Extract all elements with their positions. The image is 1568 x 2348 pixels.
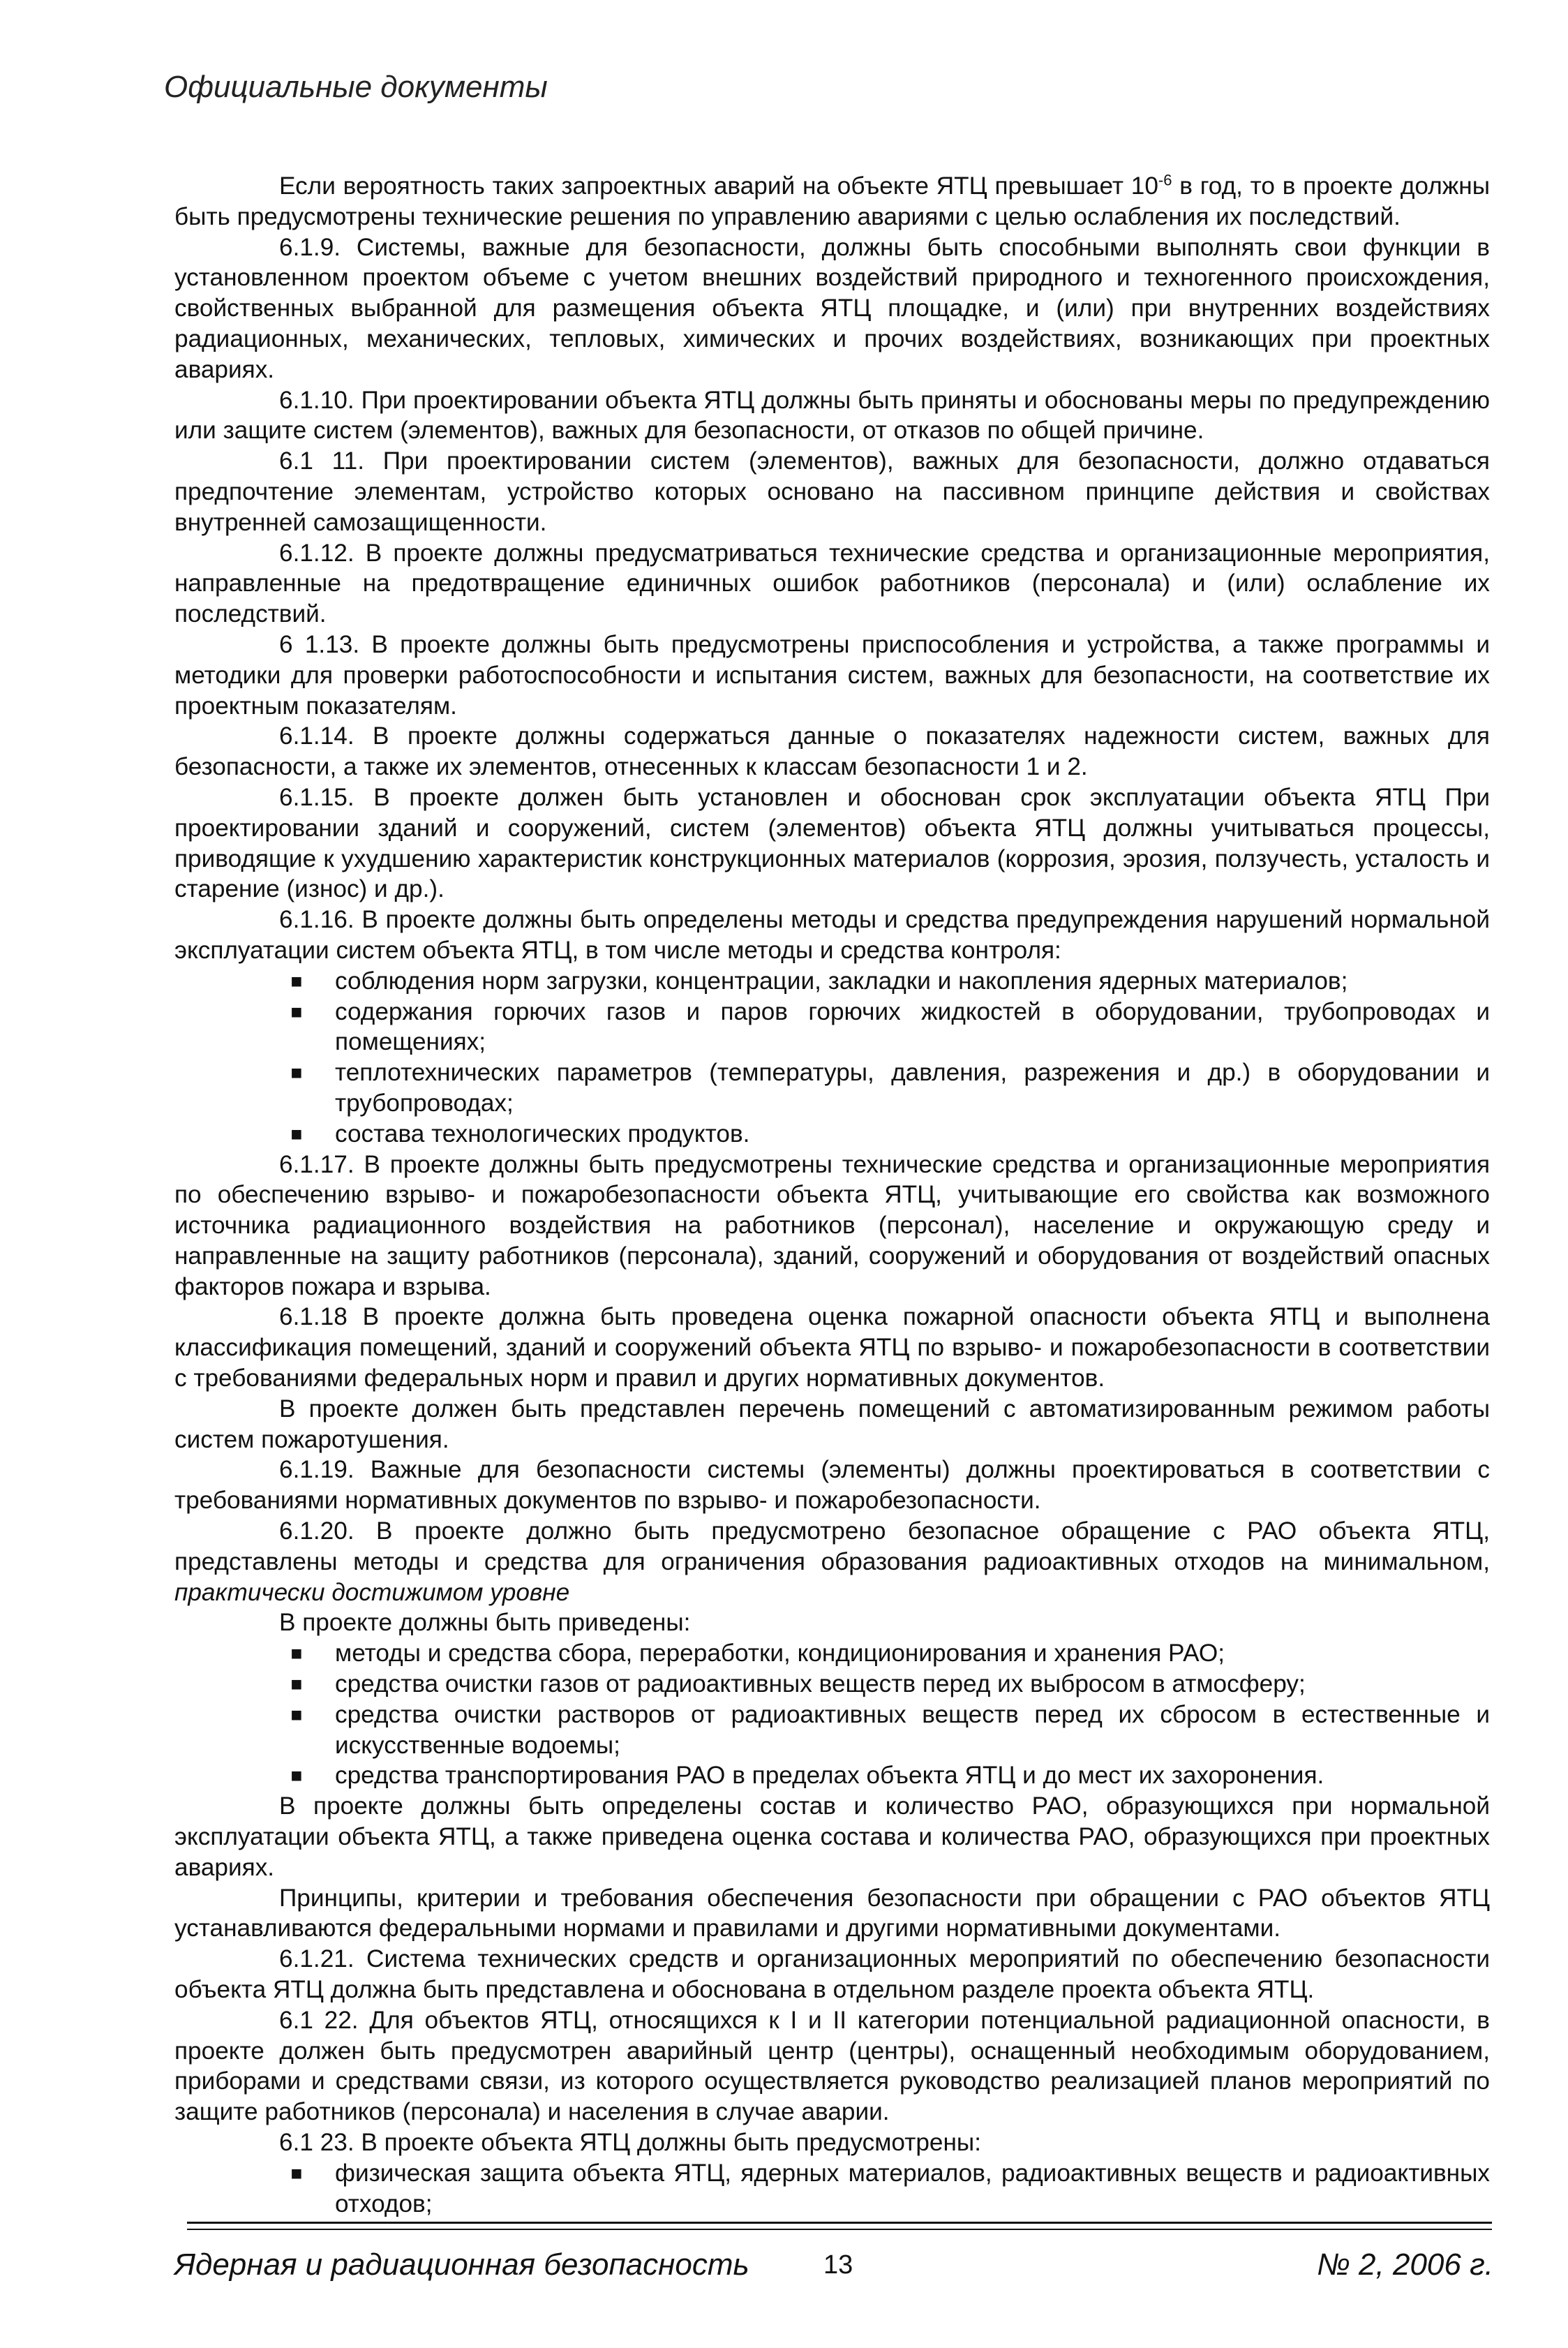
page-footer xyxy=(174,2247,1493,2289)
journal-title: Ядерная и радиационная безопасность xyxy=(174,2247,749,2282)
bullet-icon: ■ xyxy=(290,1642,303,1665)
bullet-icon: ■ xyxy=(290,2162,303,2184)
list-item-text: содержания горючих газов и паров горючих жидкостей в оборудовании, трубопроводах и помещениях; xyxy=(335,997,1490,1056)
list-item xyxy=(174,1057,1490,1119)
bullet-icon: ■ xyxy=(290,1703,303,1725)
list-item-text: средства транспортирования РАО в пределах объекта ЯТЦ и до мест их захоронения. xyxy=(335,1762,1324,1790)
paragraph-6-1-18: 6.1.18 В проекте должна быть проведена оценка пожарной опасности объекта ЯТЦ и выполнена классификация помещений, зданий и сооружений объекта ЯТЦ по взрыво- и пожаробезопасности в соответствии с требованиями федеральных норм и правил и других нормативных документов. xyxy=(174,1303,1490,1392)
list-item xyxy=(174,1669,1490,1700)
page-header-section-title: Официальные документы xyxy=(164,70,548,104)
paragraph-6-1-17: 6.1.17. В проекте должны быть предусмотрены технические средства и организационные мероприятия по обеспечению взрыво- и пожаробезопасности объекта ЯТЦ, учитывающие его свойства как возможного источника радиационного воздействия на работников (персонал), население и окружающую среду и направленные на защиту работников (персонала), зданий, сооружений и оборудования от воздействий опасных факторов пожара и взрыва. xyxy=(174,1150,1490,1300)
list-item xyxy=(174,1638,1490,1669)
rao-means-list xyxy=(174,1638,1490,1791)
list-item-text: методы и средства сбора, переработки, кондиционирования и хранения РАО; xyxy=(335,1640,1225,1667)
bullet-icon: ■ xyxy=(290,1673,303,1695)
paragraph-6-1-21: 6.1.21. Система технических средств и организационных мероприятий по обеспечению безопасности объекта ЯТЦ должна быть представлена и обоснована в отдельном разделе проекта объекта ЯТЦ. xyxy=(174,1945,1490,2004)
paragraph-rao-composition: В проекте должны быть определены состав и количество РАО, образующихся при нормальной эксплуатации объекта ЯТЦ, а также приведена оценка состава и количества РАО, образующихся при проектных авариях. xyxy=(174,1792,1490,1881)
exponent: -6 xyxy=(1158,171,1172,189)
bullet-icon: ■ xyxy=(290,1000,303,1023)
list-item-text: теплотехнических параметров (температуры, давления, разрежения и др.) в оборудовании и трубопроводах; xyxy=(335,1059,1490,1117)
issue-label: № 2, 2006 г. xyxy=(1317,2247,1493,2282)
list-item xyxy=(174,997,1490,1058)
paragraph-6-1-20 xyxy=(174,1516,1490,1607)
provisions-list xyxy=(174,2158,1490,2220)
list-item-text: средства очистки растворов от радиоактивных веществ перед их сбросом в естественные и искусственные водоемы; xyxy=(335,1700,1490,1759)
list-item-text: физическая защита объекта ЯТЦ, ядерных материалов, радиоактивных веществ и радиоактивных отходов; xyxy=(335,2159,1490,2217)
list-item xyxy=(174,966,1490,997)
paragraph-6-1-16: 6.1.16. В проекте должны быть определены методы и средства предупреждения нарушений нормальной эксплуатации систем объекта ЯТЦ, в том числе методы и средства контроля: xyxy=(174,906,1490,964)
paragraph-6-1-19: 6.1.19. Важные для безопасности системы (элементы) должны проектироваться в соответствии с требованиями нормативных документов по взрыво- и пожаробезопасности. xyxy=(174,1456,1490,1515)
list-item-text: средства очистки газов от радиоактивных веществ перед их выбросом в атмосферу; xyxy=(335,1670,1306,1698)
paragraph-6-1-23: 6.1 23. В проекте объекта ЯТЦ должны быть предусмотрены: xyxy=(279,2129,981,2156)
paragraph-text: в год, то в проекте должны быть предусмотрены технические решения по управлению авариями с целью ослабления их последствий. xyxy=(174,172,1490,230)
footer-divider xyxy=(187,2222,1492,2224)
paragraph-6-1-12: 6.1.12. В проекте должны предусматриваться технические средства и организационные мероприятия, направленные на предотвращение единичных ошибок работников (персонала) и (или) ослабление их последствий. xyxy=(174,539,1490,628)
bullet-icon: ■ xyxy=(290,1062,303,1084)
paragraph-6-1-18-continued: В проекте должен быть представлен перечень помещений с автоматизированным режимом работы систем пожаротушения. xyxy=(174,1395,1490,1453)
paragraph-rao-principles: Принципы, критерии и требования обеспечения безопасности при обращении с РАО объектов ЯТЦ устанавливаются федеральными нормами и правилами и другими нормативными документами. xyxy=(174,1884,1490,1942)
paragraph-6-1-13: 6 1.13. В проекте должны быть предусмотрены приспособления и устройства, а также программы и методики для проверки работоспособности и испытания систем, важных для безопасности, на соответствие их проектным показателям. xyxy=(174,630,1490,720)
paragraph-6-1-9: 6.1.9. Системы, важные для безопасности, должны быть способными выполнять свои функции в установленном проектом объеме с учетом внешних воздействий природного и техногенного происхождения, свойственных выбранной для размещения объекта ЯТЦ площадке, и (или) при внутренних воздействиях радиационных, механических, тепловых, химических и прочих воздействиях, возникающих при проектных авариях. xyxy=(174,233,1490,383)
bullet-icon: ■ xyxy=(290,969,303,992)
list-item xyxy=(174,2158,1490,2220)
paragraph-exceedance xyxy=(174,171,1490,232)
paragraph-6-1-15: 6.1.15. В проекте должен быть установлен и обоснован срок эксплуатации объекта ЯТЦ При проектировании зданий и сооружений, систем (элементов) объекта ЯТЦ должны учитываться процессы, приводящие к ухудшению характеристик конструкционных материалов (коррозия, эрозия, ползучесть, усталость и старение (износ) и др.). xyxy=(174,783,1490,903)
list-item-text: состава технологических продуктов. xyxy=(335,1120,750,1147)
paragraph-6-1-22: 6.1 22. Для объектов ЯТЦ, относящихся к I и II категории потенциальной радиационной опасности, в проекте должен быть предусмотрен аварийный центр (центры), оснащенный необходимым оборудованием, приборами и средствами связи, из которого осуществляется руководство реализацией планов мероприятий по защите работников (персонала) и населения в случае аварии. xyxy=(174,2006,1490,2126)
bullet-icon: ■ xyxy=(290,1122,303,1145)
paragraph-6-1-11: 6.1 11. При проектировании систем (элементов), важных для безопасности, должно отдаваться предпочтение элементам, устройство которых основано на пассивном принципе действия и свойствах внутренней самозащищенности. xyxy=(174,447,1490,536)
list-item xyxy=(174,1700,1490,1761)
paragraph-text: Если вероятность таких запроектных аварий на объекте ЯТЦ превышает 10 xyxy=(279,172,1158,200)
document-body xyxy=(174,171,1490,2219)
paragraph-6-1-14: 6.1.14. В проекте должны содержаться данные о показателях надежности систем, важных для безопасности, а также их элементов, отнесенных к классам безопасности 1 и 2. xyxy=(174,722,1490,781)
list-item-text: соблюдения норм загрузки, концентрации, закладки и накопления ядерных материалов; xyxy=(335,967,1348,995)
paragraph-6-1-10: 6.1.10. При проектировании объекта ЯТЦ должны быть приняты и обоснованы меры по предупреждению или защите систем (элементов), важных для безопасности, от отказов по общей причине. xyxy=(174,386,1490,445)
control-methods-list xyxy=(174,966,1490,1150)
footer-divider xyxy=(187,2229,1492,2230)
bullet-icon: ■ xyxy=(290,1764,303,1787)
paragraph-text: 6.1.20. В проекте должно быть предусмотрено безопасное обращение с РАО объекта ЯТЦ, представлены методы и средства для ограничения образования радиоактивных отходов на минимальном, xyxy=(174,1517,1490,1575)
list-item xyxy=(174,1119,1490,1150)
list-item xyxy=(174,1760,1490,1791)
paragraph-6-1-20-intro: В проекте должны быть приведены: xyxy=(279,1609,691,1637)
italic-text: практически достижимом уровне xyxy=(174,1578,570,1606)
page-number: 13 xyxy=(823,2250,853,2280)
